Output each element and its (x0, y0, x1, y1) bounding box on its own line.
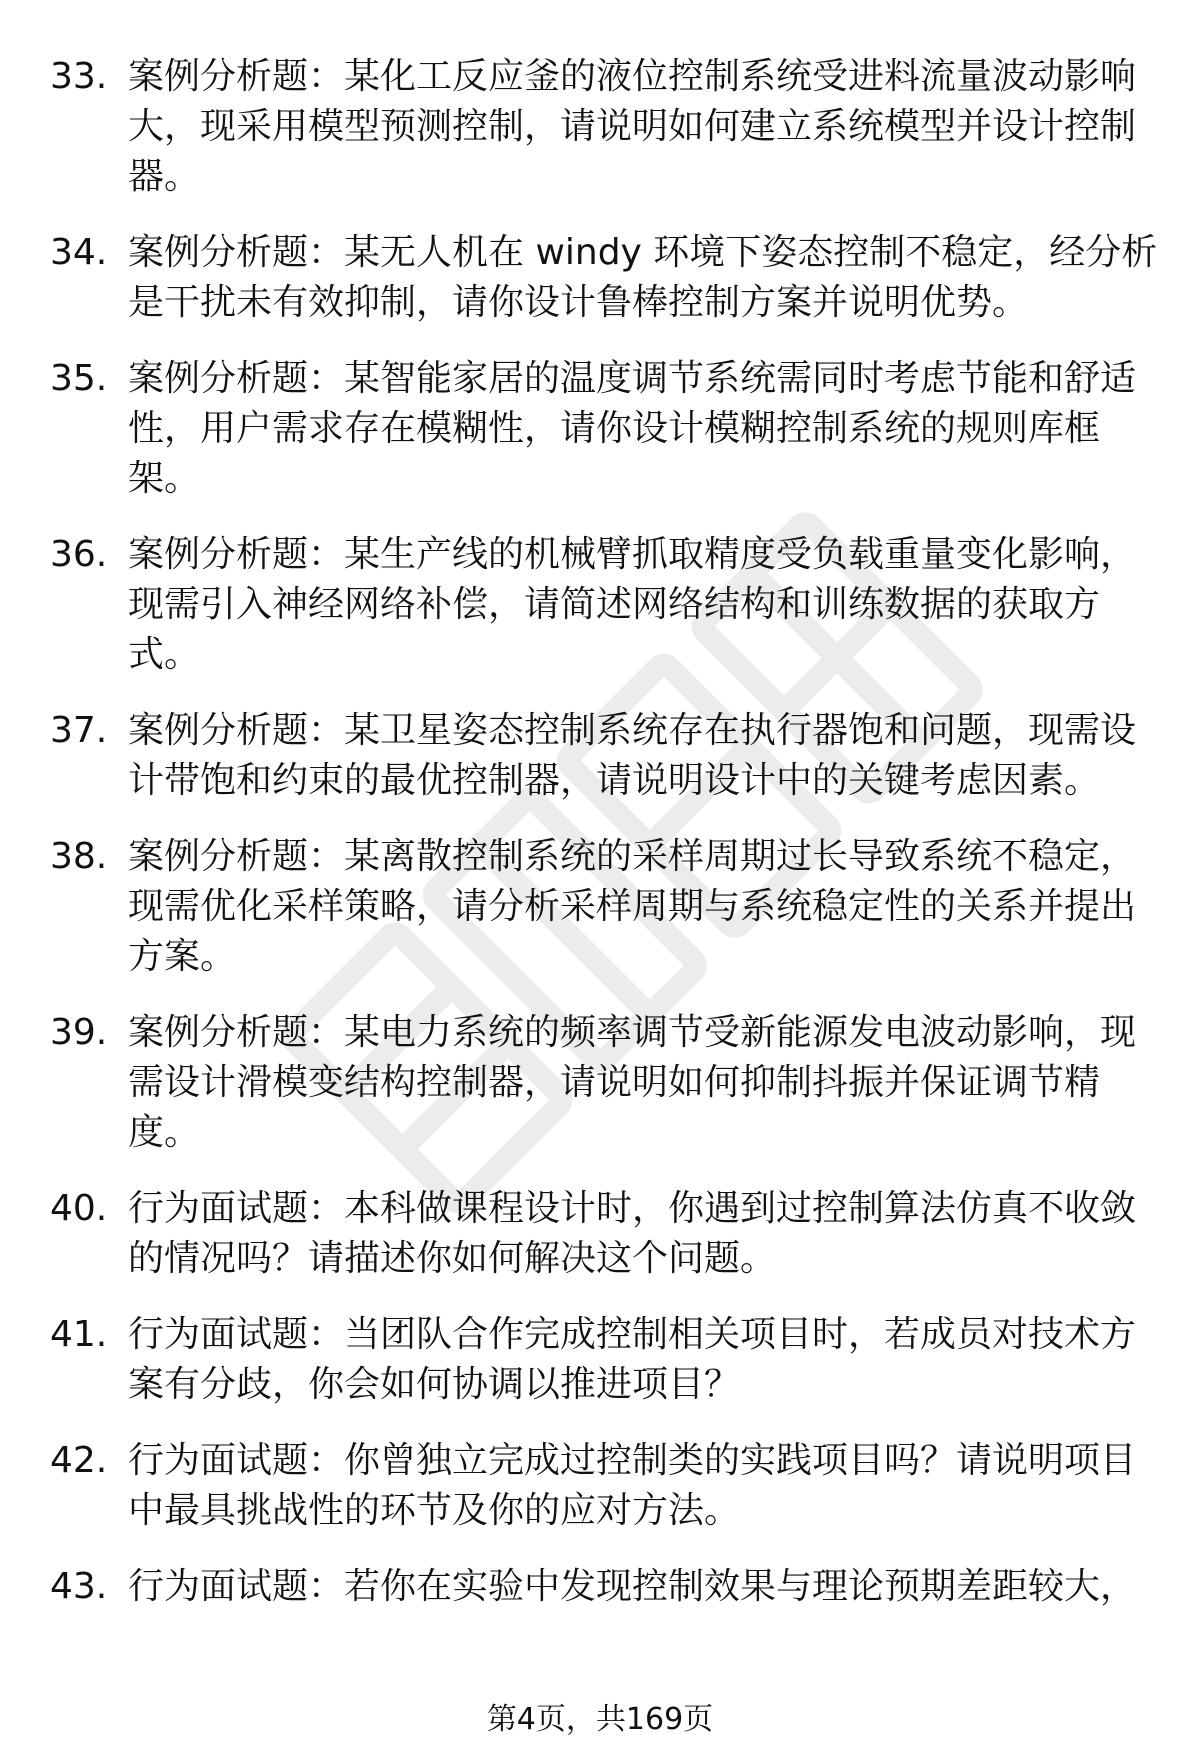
question-number: 39. (50, 1012, 108, 1053)
question-number: 42. (50, 1440, 108, 1481)
question-item (50, 1562, 1160, 1612)
question-number: 34. (50, 232, 108, 273)
question-text: 案例分析题：某化工反应釜的液位控制系统受进料流量波动影响大，现采用模型预测控制，请说明如何建立系统模型并设计控制器。 (128, 56, 1137, 197)
question-text: 案例分析题：某智能家居的温度调节系统需同时考虑节能和舒适性，用户需求存在模糊性，请你设计模糊控制系统的规则库框架。 (128, 358, 1137, 499)
question-list (50, 52, 1160, 1638)
question-item (50, 1310, 1160, 1410)
question-item (50, 354, 1160, 504)
question-number: 37. (50, 710, 108, 751)
question-item (50, 706, 1160, 806)
question-item (50, 1008, 1160, 1158)
question-item (50, 52, 1160, 202)
question-text: 行为面试题：本科做课程设计时，你遇到过控制算法仿真不收敛的情况吗？请描述你如何解决这个问题。 (128, 1188, 1137, 1279)
question-number: 41. (50, 1314, 108, 1355)
question-text: 案例分析题：某电力系统的频率调节受新能源发电波动影响，现需设计滑模变结构控制器，请说明如何抑制抖振并保证调节精度。 (128, 1012, 1137, 1153)
question-text: 案例分析题：某无人机在 windy 环境下姿态控制不稳定，经分析是干扰未有效抑制，请你设计鲁棒控制方案并说明优势。 (128, 232, 1158, 323)
question-text: 行为面试题：你曾独立完成过控制类的实践项目吗？请说明项目中最具挑战性的环节及你的应对方法。 (128, 1440, 1137, 1531)
question-text: 案例分析题：某卫星姿态控制系统存在执行器饱和问题，现需设计带饱和约束的最优控制器，请说明设计中的关键考虑因素。 (128, 710, 1137, 801)
question-number: 40. (50, 1188, 108, 1229)
question-item (50, 1184, 1160, 1284)
question-number: 43. (50, 1566, 108, 1607)
question-number: 38. (50, 836, 108, 877)
question-text: 案例分析题：某离散控制系统的采样周期过长导致系统不稳定，现需优化采样策略，请分析采样周期与系统稳定性的关系并提出方案。 (128, 836, 1137, 977)
question-text: 行为面试题：若你在实验中发现控制效果与理论预期差距较大， (128, 1566, 1137, 1607)
question-item (50, 228, 1160, 328)
question-text: 案例分析题：某生产线的机械臂抓取精度受负载重量变化影响，现需引入神经网络补偿，请简述网络结构和训练数据的获取方式。 (128, 534, 1137, 675)
question-text: 行为面试题：当团队合作完成控制相关项目时，若成员对技术方案有分歧，你会如何协调以推进项目？ (128, 1314, 1137, 1405)
question-number: 33. (50, 56, 108, 97)
question-item (50, 1436, 1160, 1536)
question-number: 36. (50, 534, 108, 575)
question-number: 35. (50, 358, 108, 399)
page-footer: 第4页，共169页 (486, 1702, 714, 1737)
question-item (50, 832, 1160, 982)
question-item (50, 530, 1160, 680)
